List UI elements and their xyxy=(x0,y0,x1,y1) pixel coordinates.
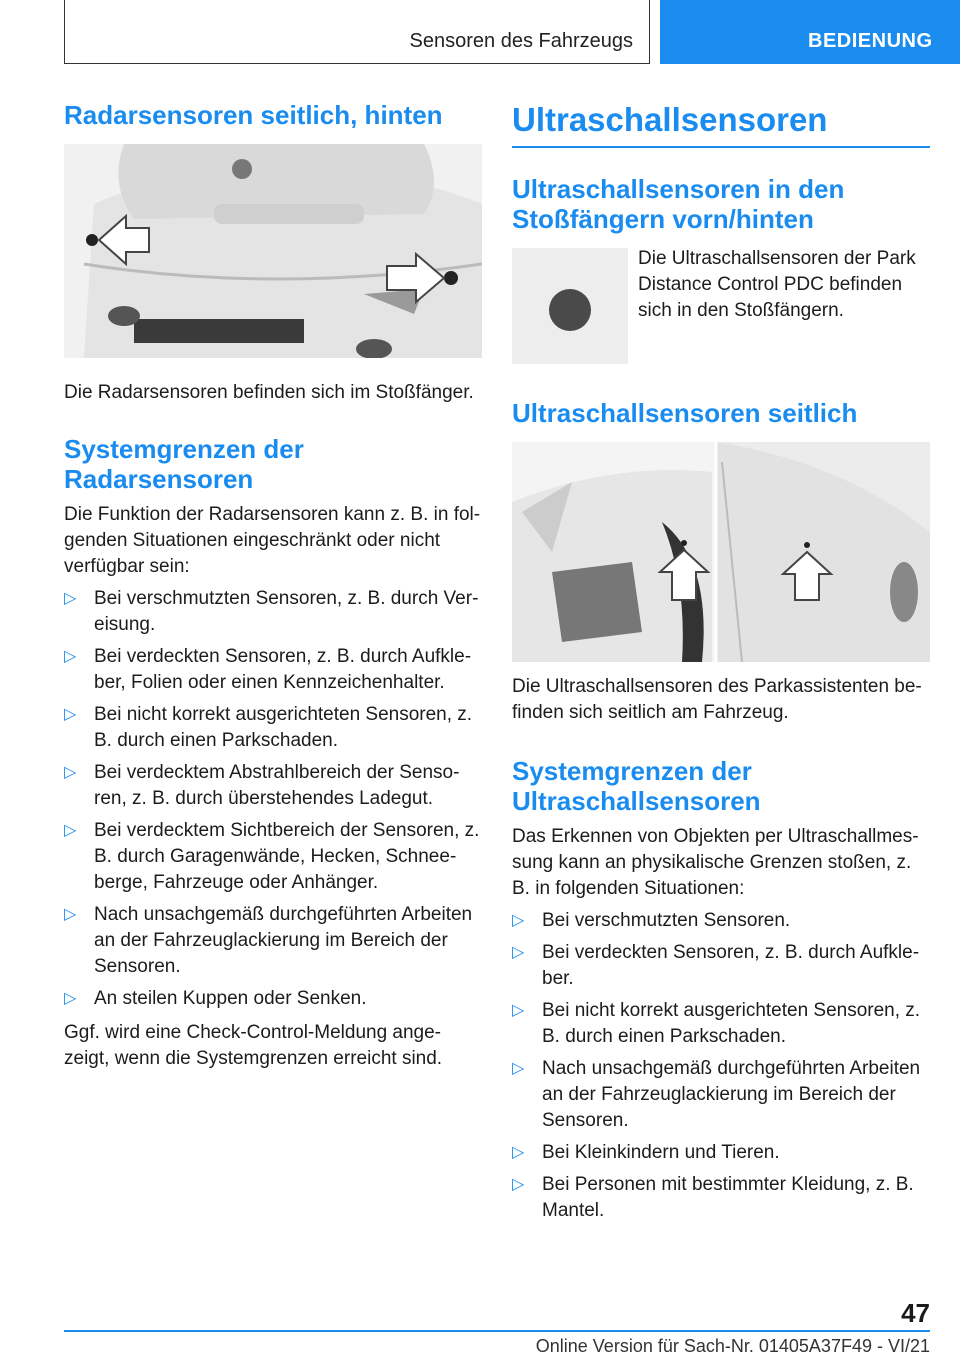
list-item xyxy=(512,940,930,992)
bullet-triangle-icon: ▷ xyxy=(64,990,77,1007)
list-item xyxy=(64,702,482,754)
header-section-title: Sensoren des Fahrzeugs xyxy=(409,30,633,52)
sensor-photo xyxy=(512,248,628,364)
rear-car-illustration xyxy=(64,144,482,358)
bullet-triangle-icon: ▷ xyxy=(512,1060,525,1077)
list-item-text: Bei nicht korrekt ausgerichteten Sensoren, z. B. durch einen Parkschaden. xyxy=(542,1000,921,1047)
list-item-text: Bei verdeckten Sensoren, z. B. durch Aufkle-ber, Folien oder einen Kennzeichenhalter. xyxy=(94,646,472,693)
list-item-text: Bei verdecktem Abstrahlbereich der Senso-ren, z. B. durch überstehendes Ladegut. xyxy=(94,762,460,809)
list-item xyxy=(512,998,930,1050)
list-item-text: Nach unsachgemäß durchgeführten Arbeiten an der Fahrzeuglackierung im Bereich der Sensoren. xyxy=(542,1058,921,1131)
heading-radar-rear: Radarsensoren seitlich, hinten xyxy=(64,100,443,130)
left-column xyxy=(64,100,482,1072)
heading-radar-limits: Systemgrenzen der Radarsensoren xyxy=(64,434,304,494)
side-car-illustration xyxy=(512,442,930,662)
header-box xyxy=(64,0,650,64)
list-item xyxy=(64,644,482,696)
list-item xyxy=(512,1172,930,1224)
list-item-text: Bei nicht korrekt ausgerichteten Sensoren, z. B. durch einen Parkschaden. xyxy=(94,704,473,751)
footer-online-version: Online Version für Sach-Nr. 01405A37F49 - VI/21 xyxy=(535,1336,930,1356)
bullet-triangle-icon: ▷ xyxy=(64,906,77,923)
list-item xyxy=(64,902,482,980)
list-item xyxy=(64,586,482,638)
footer-rule xyxy=(64,1330,930,1332)
list-item xyxy=(512,1056,930,1134)
list-item xyxy=(64,818,482,896)
right-column xyxy=(512,100,930,1224)
radar-outro: Ggf. wird eine Check-Control-Meldung ange-zeigt, wenn die Systemgrenzen erreicht sind. xyxy=(64,1022,443,1069)
heading-ultrasonic-limits: Systemgrenzen der Ultraschallsensoren xyxy=(512,756,761,816)
list-item xyxy=(512,908,930,934)
list-item-text: Bei verdecktem Sichtbereich der Sensoren, z. B. durch Garagenwände, Hecken, Schnee-berge, Fahrzeuge oder Anhänger. xyxy=(94,820,480,893)
list-item-text: Bei verschmutzten Sensoren, z. B. durch Ver-eisung. xyxy=(94,588,479,635)
radar-intro: Die Funktion der Radarsensoren kann z. B. in fol-genden Situationen eingeschränkt oder nicht verfügbar sein: xyxy=(64,504,481,577)
title-rule xyxy=(512,146,930,148)
side-car-photo xyxy=(512,442,930,662)
pdc-text: Die Ultraschallsensoren der Park Distance Control PDC befinden sich in den Stoßfängern. xyxy=(638,248,916,321)
bullet-triangle-icon: ▷ xyxy=(64,648,77,665)
ultrasonic-intro: Das Erkennen von Objekten per Ultraschallmes-sung kann an physikalische Grenzen stoßen, z. B. in folgenden Situationen: xyxy=(512,826,919,899)
list-item-text: Bei Kleinkindern und Tieren. xyxy=(542,1142,780,1163)
list-item xyxy=(64,986,482,1012)
bullet-triangle-icon: ▷ xyxy=(64,822,77,839)
sensor-dot-icon xyxy=(512,248,628,364)
bullet-triangle-icon: ▷ xyxy=(64,706,77,723)
title-ultrasonic: Ultraschallsensoren xyxy=(512,101,828,138)
caption-side: Die Ultraschallsensoren des Parkassistenten be-finden sich seitlich am Fahrzeug. xyxy=(512,676,922,723)
bullet-triangle-icon: ▷ xyxy=(512,1176,525,1193)
bullet-triangle-icon: ▷ xyxy=(512,912,525,929)
list-item-text: An steilen Kuppen oder Senken. xyxy=(94,988,367,1009)
bullet-triangle-icon: ▷ xyxy=(512,1002,525,1019)
list-item-text: Bei Personen mit bestimmter Kleidung, z. B. Mantel. xyxy=(542,1174,914,1221)
ultrasonic-limits-list xyxy=(512,908,930,1224)
heading-ultrasonic-bumpers: Ultraschallsensoren in den Stoßfängern vorn/hinten xyxy=(512,174,845,234)
list-item-text: Nach unsachgemäß durchgeführten Arbeiten an der Fahrzeuglackierung im Bereich der Sensoren. xyxy=(94,904,473,977)
header-chapter-label: BEDIENUNG xyxy=(808,30,933,52)
list-item xyxy=(512,1140,930,1166)
bullet-triangle-icon: ▷ xyxy=(64,590,77,607)
page-number: 47 xyxy=(901,1298,930,1328)
caption-radar: Die Radarsensoren befinden sich im Stoßfänger. xyxy=(64,382,474,403)
bullet-triangle-icon: ▷ xyxy=(64,764,77,781)
heading-ultrasonic-side: Ultraschallsensoren seitlich xyxy=(512,398,858,428)
list-item-text: Bei verschmutzten Sensoren. xyxy=(542,910,791,931)
list-item-text: Bei verdeckten Sensoren, z. B. durch Aufkle-ber. xyxy=(542,942,920,989)
bullet-triangle-icon: ▷ xyxy=(512,1144,525,1161)
list-item xyxy=(64,760,482,812)
bullet-triangle-icon: ▷ xyxy=(512,944,525,961)
pdc-block xyxy=(512,248,930,364)
rear-car-photo xyxy=(64,144,482,358)
radar-limits-list xyxy=(64,586,482,1012)
